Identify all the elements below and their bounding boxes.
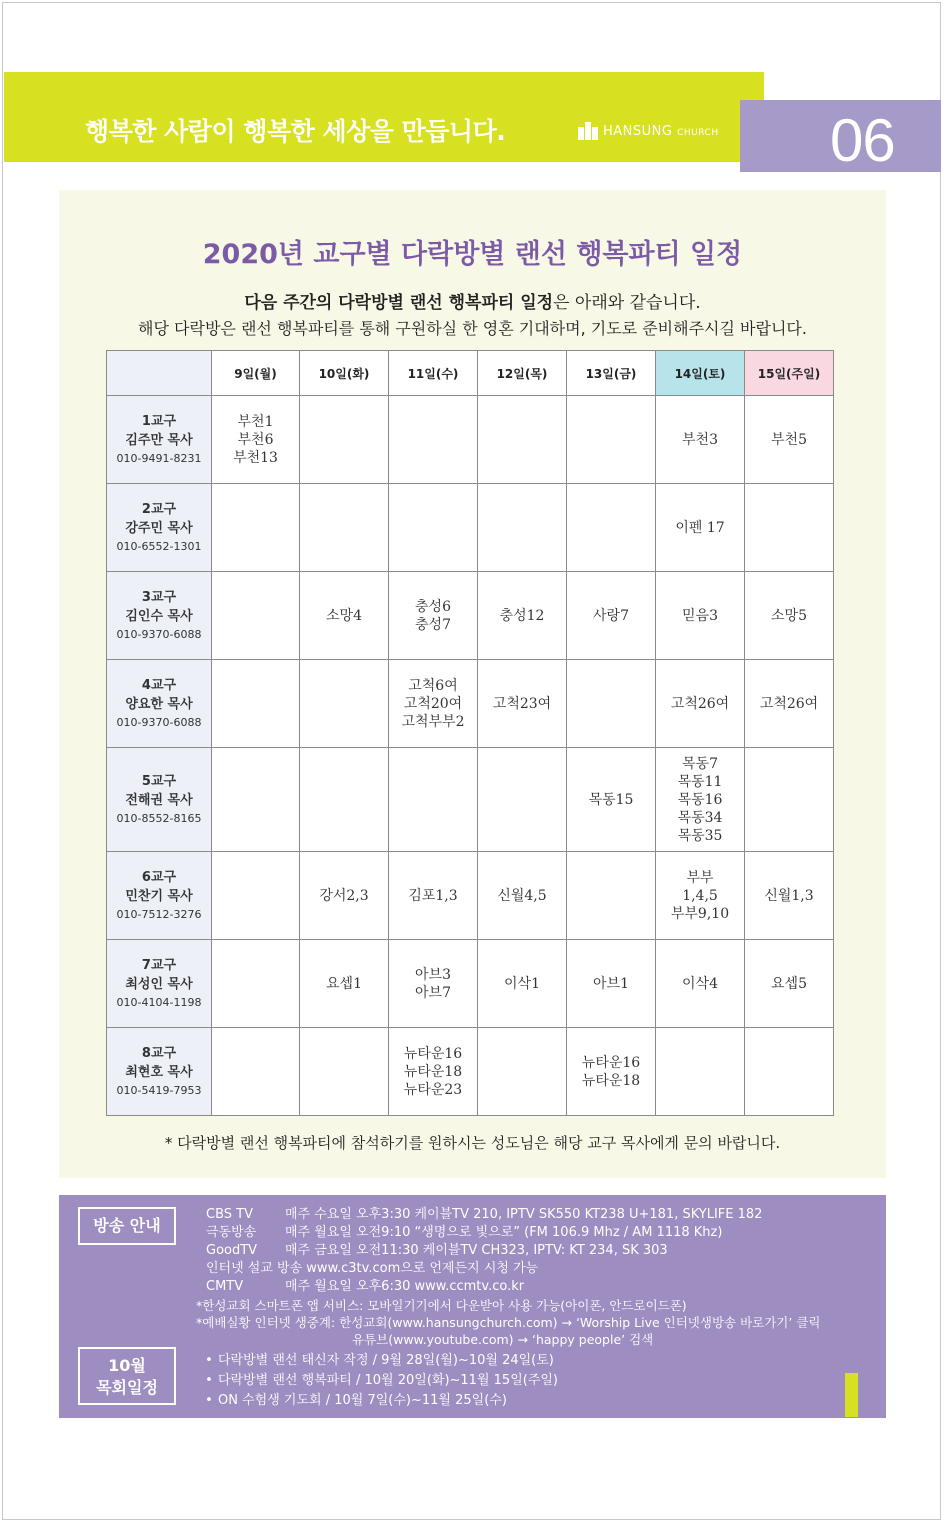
table-row: [107, 1028, 834, 1116]
day-header: 10일(화): [300, 351, 389, 396]
group-name: 신월1,3: [764, 887, 814, 904]
broadcast-item: [206, 1224, 820, 1242]
table-row: [107, 572, 834, 660]
day-header-sunday: 15일(주일): [745, 351, 834, 396]
schedule-cell: [300, 748, 389, 852]
schedule-cell: [300, 396, 389, 484]
team-cell: [107, 748, 212, 852]
broadcast-desc: 매주 수요일 오후3:30 케이블TV 210, IPTV SK550 KT238 U+181, SKYLIFE 182: [285, 1207, 763, 1222]
team-team: 2교구: [141, 502, 177, 517]
schedule-cell: [212, 748, 300, 852]
schedule-cell: [300, 1028, 389, 1116]
team-phone: 010-9491-8231: [116, 452, 202, 465]
group-name: 사랑7: [593, 607, 629, 624]
intro-line-1: [0, 288, 945, 313]
group-name: 부부: [686, 869, 714, 886]
schedule-cell: [656, 852, 745, 940]
group-name: 김포1,3: [408, 887, 458, 904]
team-phone: 010-5419-7953: [116, 1084, 202, 1097]
broadcast-desc: 매주 월요일 오후6:30 www.ccmtv.co.kr: [285, 1279, 525, 1294]
october-schedule-list: [200, 1351, 558, 1411]
logo-text: HANSUNG: [603, 123, 673, 139]
schedule-cell: [567, 660, 656, 748]
group-name: 고척6여: [408, 677, 458, 694]
schedule-cell: [478, 484, 567, 572]
group-name: 부천5: [771, 431, 807, 448]
team-pastor: 최성인 목사: [125, 977, 193, 992]
schedule-cell: [745, 748, 834, 852]
schedule-table: [106, 350, 834, 1116]
schedule-cell: [389, 852, 478, 940]
schedule-cell: [745, 572, 834, 660]
group-name: 부부9,10: [670, 905, 730, 922]
footnote: * 다락방별 랜선 행복파티에 참석하기를 원하시는 성도님은 해당 교구 목사에게 문의 바랍니다.: [164, 1134, 781, 1152]
group-name: 목동16: [677, 791, 723, 808]
group-name: 부천1: [237, 413, 274, 430]
schedule-cell: [567, 748, 656, 852]
group-name: 목동7: [682, 755, 718, 772]
broadcast-note: *예배실황 인터넷 생중계: 한성교회(www.hansungchurch.com) → ‘Worship Live 인터넷생방송 바로가기’ 클릭: [196, 1315, 821, 1330]
group-name: 목동11: [677, 773, 723, 790]
schedule-cell: [478, 572, 567, 660]
schedule-cell: [745, 396, 834, 484]
schedule-cell: [656, 1028, 745, 1116]
schedule-cell: [478, 660, 567, 748]
group-name: 이펜 17: [675, 519, 725, 536]
schedule-cell: [212, 940, 300, 1028]
table-row: [107, 748, 834, 852]
group-name: 뉴타운18: [403, 1063, 463, 1080]
schedule-cell: [478, 1028, 567, 1116]
day-header: 11일(수): [389, 351, 478, 396]
team-cell: [107, 484, 212, 572]
october-item: • 다락방별 랜선 태신자 작정 / 9월 28일(월)~10월 24일(토): [200, 1351, 558, 1371]
october-label-line1: 10월: [108, 1356, 146, 1375]
schedule-cell: [389, 748, 478, 852]
schedule-cell: [478, 396, 567, 484]
broadcast-name: 인터넷 설교 방송 www.c3tv.com으로 언제든지 시청 가능: [206, 1261, 539, 1276]
table-row: [107, 396, 834, 484]
group-name: 아브1: [593, 975, 629, 992]
team-pastor: 민찬기 목사: [125, 889, 193, 904]
broadcast-name: 극동방송: [206, 1225, 257, 1240]
broadcast-name: CMTV: [206, 1279, 244, 1294]
group-name: 요셉1: [326, 975, 362, 992]
schedule-cell: [745, 940, 834, 1028]
schedule-cell: [389, 1028, 478, 1116]
broadcast-name: CBS TV: [206, 1207, 253, 1222]
broadcast-item: [206, 1260, 820, 1278]
group-name: 강서2,3: [319, 887, 369, 904]
schedule-cell: [567, 572, 656, 660]
group-name: 고척20여: [403, 695, 463, 712]
group-name: 고척26여: [670, 695, 730, 712]
broadcast-name: GoodTV: [206, 1243, 258, 1258]
day-header: 13일(금): [567, 351, 656, 396]
church-logo-icon: [578, 122, 598, 140]
team-cell: [107, 660, 212, 748]
group-name: 소망4: [326, 607, 362, 624]
schedule-cell: [212, 660, 300, 748]
schedule-cell: [478, 940, 567, 1028]
page-title: 2020년 교구별 다락방별 랜선 행복파티 일정: [202, 239, 743, 270]
group-name: 뉴타운16: [403, 1045, 463, 1062]
schedule-cell: [300, 852, 389, 940]
schedule-cell: [212, 572, 300, 660]
schedule-cell: [567, 852, 656, 940]
team-pastor: 김인수 목사: [125, 609, 193, 624]
team-pastor: 전해권 목사: [125, 793, 193, 808]
table-row: [107, 660, 834, 748]
team-phone: 010-7512-3276: [116, 908, 202, 921]
group-name: 뉴타운16: [581, 1054, 641, 1071]
group-name: 고척26여: [759, 695, 819, 712]
schedule-cell: [745, 660, 834, 748]
october-item: • 다락방별 랜선 행복파티 / 10월 20일(화)~11월 15일(주일): [200, 1371, 558, 1391]
group-name: 충성6: [415, 598, 451, 615]
group-name: 고척부부2: [401, 713, 465, 730]
group-name: 고척23여: [492, 695, 552, 712]
october-item: • ON 수험생 기도회 / 10월 7일(수)~11월 25일(수): [200, 1391, 558, 1411]
schedule-cell: [389, 396, 478, 484]
october-label-line2: 목회일정: [96, 1378, 158, 1397]
schedule-cell: [212, 396, 300, 484]
group-name: 신월4,5: [497, 887, 547, 904]
schedule-cell: [389, 484, 478, 572]
table-row: [107, 484, 834, 572]
intro-rest: 은 아래와 같습니다.: [553, 293, 701, 313]
schedule-cell: [656, 396, 745, 484]
schedule-cell: [567, 396, 656, 484]
schedule-cell: [389, 572, 478, 660]
group-name: 아브7: [415, 984, 451, 1001]
table-corner-cell: [107, 351, 212, 396]
group-name: 목동34: [677, 809, 723, 826]
schedule-cell: [212, 852, 300, 940]
team-cell: [107, 852, 212, 940]
team-phone: 010-9370-6088: [116, 716, 202, 729]
schedule-cell: [478, 852, 567, 940]
group-name: 뉴타운18: [581, 1072, 641, 1089]
team-team: 1교구: [141, 414, 177, 429]
team-phone: 010-4104-1198: [116, 996, 202, 1009]
schedule-cell: [656, 484, 745, 572]
slogan: 행복한 사람이 행복한 세상을 만듭니다.: [85, 117, 506, 146]
church-logo: [578, 119, 719, 143]
group-name: 1,4,5: [682, 887, 718, 904]
table-header-row: [107, 351, 834, 396]
page-number: 06: [830, 107, 895, 174]
schedule-cell: [300, 484, 389, 572]
team-team: 8교구: [141, 1046, 177, 1061]
group-name: 목동35: [677, 827, 723, 844]
schedule-cell: [656, 748, 745, 852]
accent-bar: [845, 1373, 858, 1417]
group-name: 아브3: [415, 966, 451, 983]
team-pastor: 양요한 목사: [125, 697, 193, 712]
schedule-cell: [212, 484, 300, 572]
schedule-cell: [389, 660, 478, 748]
team-cell: [107, 396, 212, 484]
team-cell: [107, 572, 212, 660]
schedule-cell: [656, 660, 745, 748]
table-row: [107, 940, 834, 1028]
group-name: 믿음3: [682, 607, 718, 624]
team-team: 6교구: [141, 870, 177, 885]
team-pastor: 김주만 목사: [125, 433, 193, 448]
schedule-cell: [745, 484, 834, 572]
broadcast-notes: [196, 1297, 820, 1348]
team-phone: 010-8552-8165: [116, 812, 202, 825]
group-name: 부천6: [237, 431, 274, 448]
schedule-cell: [567, 940, 656, 1028]
team-pastor: 강주민 목사: [125, 521, 193, 536]
team-team: 4교구: [141, 678, 177, 693]
group-name: 부천13: [233, 449, 278, 466]
broadcast-desc: 매주 월요일 오전9:10 “생명으로 빛으로” (FM 106.9 Mhz / AM 1118 Khz): [285, 1225, 723, 1240]
broadcast-desc: 매주 금요일 오전11:30 케이블TV CH323, IPTV: KT 234, SK 303: [285, 1243, 668, 1258]
schedule-cell: [656, 940, 745, 1028]
team-team: 3교구: [141, 590, 177, 605]
schedule-cell: [656, 572, 745, 660]
schedule-cell: [745, 852, 834, 940]
group-name: 이삭1: [504, 975, 540, 992]
group-name: 이삭4: [682, 975, 718, 992]
day-header: 9일(월): [212, 351, 300, 396]
schedule-cell: [300, 660, 389, 748]
group-name: 요셉5: [771, 975, 807, 992]
table-row: [107, 852, 834, 940]
broadcast-item: [206, 1242, 820, 1260]
team-team: 5교구: [141, 774, 177, 789]
broadcast-item: [206, 1206, 820, 1224]
group-name: 소망5: [771, 607, 807, 624]
intro-bold: 다음 주간의 다락방별 랜선 행복파티 일정: [244, 293, 554, 313]
schedule-cell: [212, 1028, 300, 1116]
schedule-cell: [745, 1028, 834, 1116]
group-name: 뉴타운23: [403, 1081, 463, 1098]
schedule-cell: [300, 940, 389, 1028]
day-header: 12일(목): [478, 351, 567, 396]
team-team: 7교구: [141, 958, 177, 973]
intro-line-2: 해당 다락방은 랜선 행복파티를 통해 구원하실 한 영혼 기대하며, 기도로 준비해주시길 바랍니다.: [138, 319, 807, 338]
broadcast-item: [206, 1278, 820, 1296]
schedule-cell: [300, 572, 389, 660]
schedule-cell: [567, 1028, 656, 1116]
day-header-saturday: 14일(토): [656, 351, 745, 396]
group-name: 충성12: [499, 607, 545, 624]
group-name: 목동15: [588, 791, 634, 808]
team-cell: [107, 1028, 212, 1116]
broadcast-note: *한성교회 스마트폰 앱 서비스: 모바일기기에서 다운받아 사용 가능(아이폰, 안드로이드폰): [196, 1298, 687, 1313]
broadcast-note: 유튜브(www.youtube.com) → ‘happy people’ 검색: [352, 1332, 654, 1347]
team-phone: 010-9370-6088: [116, 628, 202, 641]
schedule-cell: [567, 484, 656, 572]
group-name: 충성7: [415, 616, 451, 633]
team-pastor: 최현호 목사: [125, 1065, 193, 1080]
team-cell: [107, 940, 212, 1028]
schedule-cell: [478, 748, 567, 852]
broadcast-list: [196, 1206, 821, 1348]
broadcast-label: 방송 안내: [78, 1207, 176, 1245]
logo-subtext: CHURCH: [677, 127, 719, 138]
team-phone: 010-6552-1301: [116, 540, 202, 553]
october-label: [78, 1347, 176, 1405]
schedule-cell: [389, 940, 478, 1028]
group-name: 부천3: [682, 431, 718, 448]
